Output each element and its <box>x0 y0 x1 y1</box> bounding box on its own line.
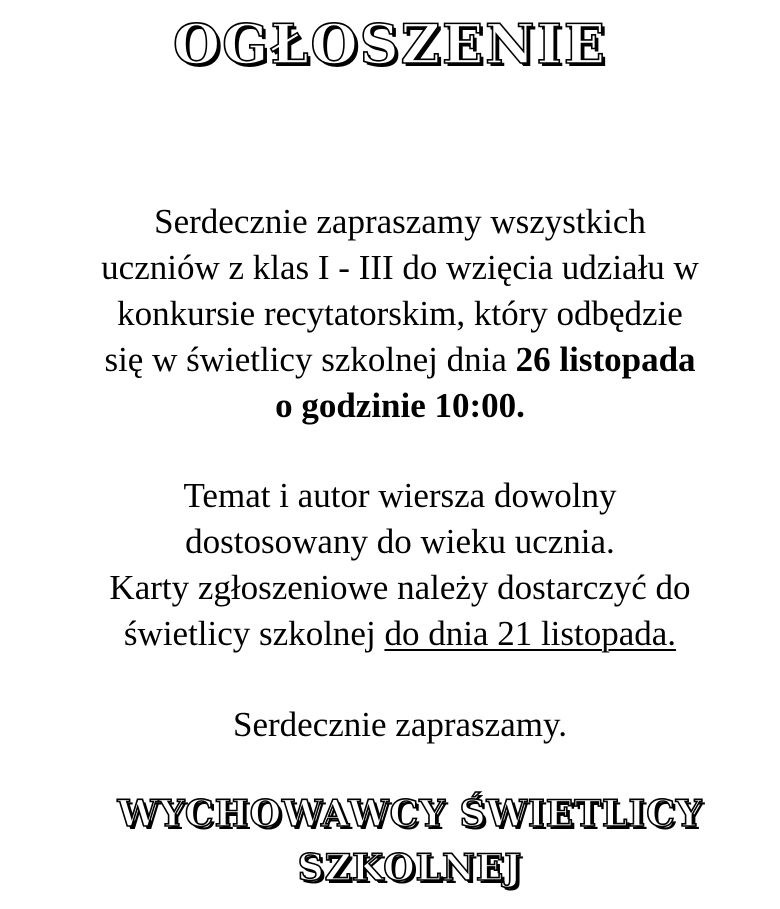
invitation-paragraph <box>50 199 750 429</box>
event-time: o godzinie 10:00. <box>275 386 525 425</box>
deadline-date: do dnia 21 listopada. <box>384 614 677 653</box>
announcement-title: OGŁOSZENIE <box>173 12 607 76</box>
invitation-line-4-text: się w świetlicy szkolnej dnia <box>104 340 516 379</box>
rules-line-1: Temat i autor wiersza dowolny <box>183 476 617 515</box>
rules-line-3: Karty zgłoszeniowe należy dostarczyć do <box>109 568 691 607</box>
closing-line: Serdecznie zapraszamy. <box>233 705 567 744</box>
rules-line-2: dostosowany do wieku ucznia. <box>185 522 615 561</box>
signature <box>0 787 780 895</box>
invitation-line-4 <box>50 337 750 383</box>
rules-line-4-text: świetlicy szkolnej <box>123 614 385 653</box>
invitation-line-1: Serdecznie zapraszamy wszystkich <box>154 202 646 241</box>
invitation-line-2: uczniów z klas I - III do wzięcia udziału w <box>101 248 699 287</box>
signature-line-2: SZKOLNEJ <box>297 847 523 889</box>
rules-paragraph <box>50 473 750 657</box>
invitation-line-3: konkursie recytatorskim, który odbędzie <box>117 294 683 333</box>
rules-line-4 <box>50 611 750 657</box>
signature-line-1: WYCHOWAWCY ŚWIETLICY <box>117 793 703 835</box>
event-date: 26 listopada <box>515 340 696 379</box>
closing-text <box>50 702 750 748</box>
